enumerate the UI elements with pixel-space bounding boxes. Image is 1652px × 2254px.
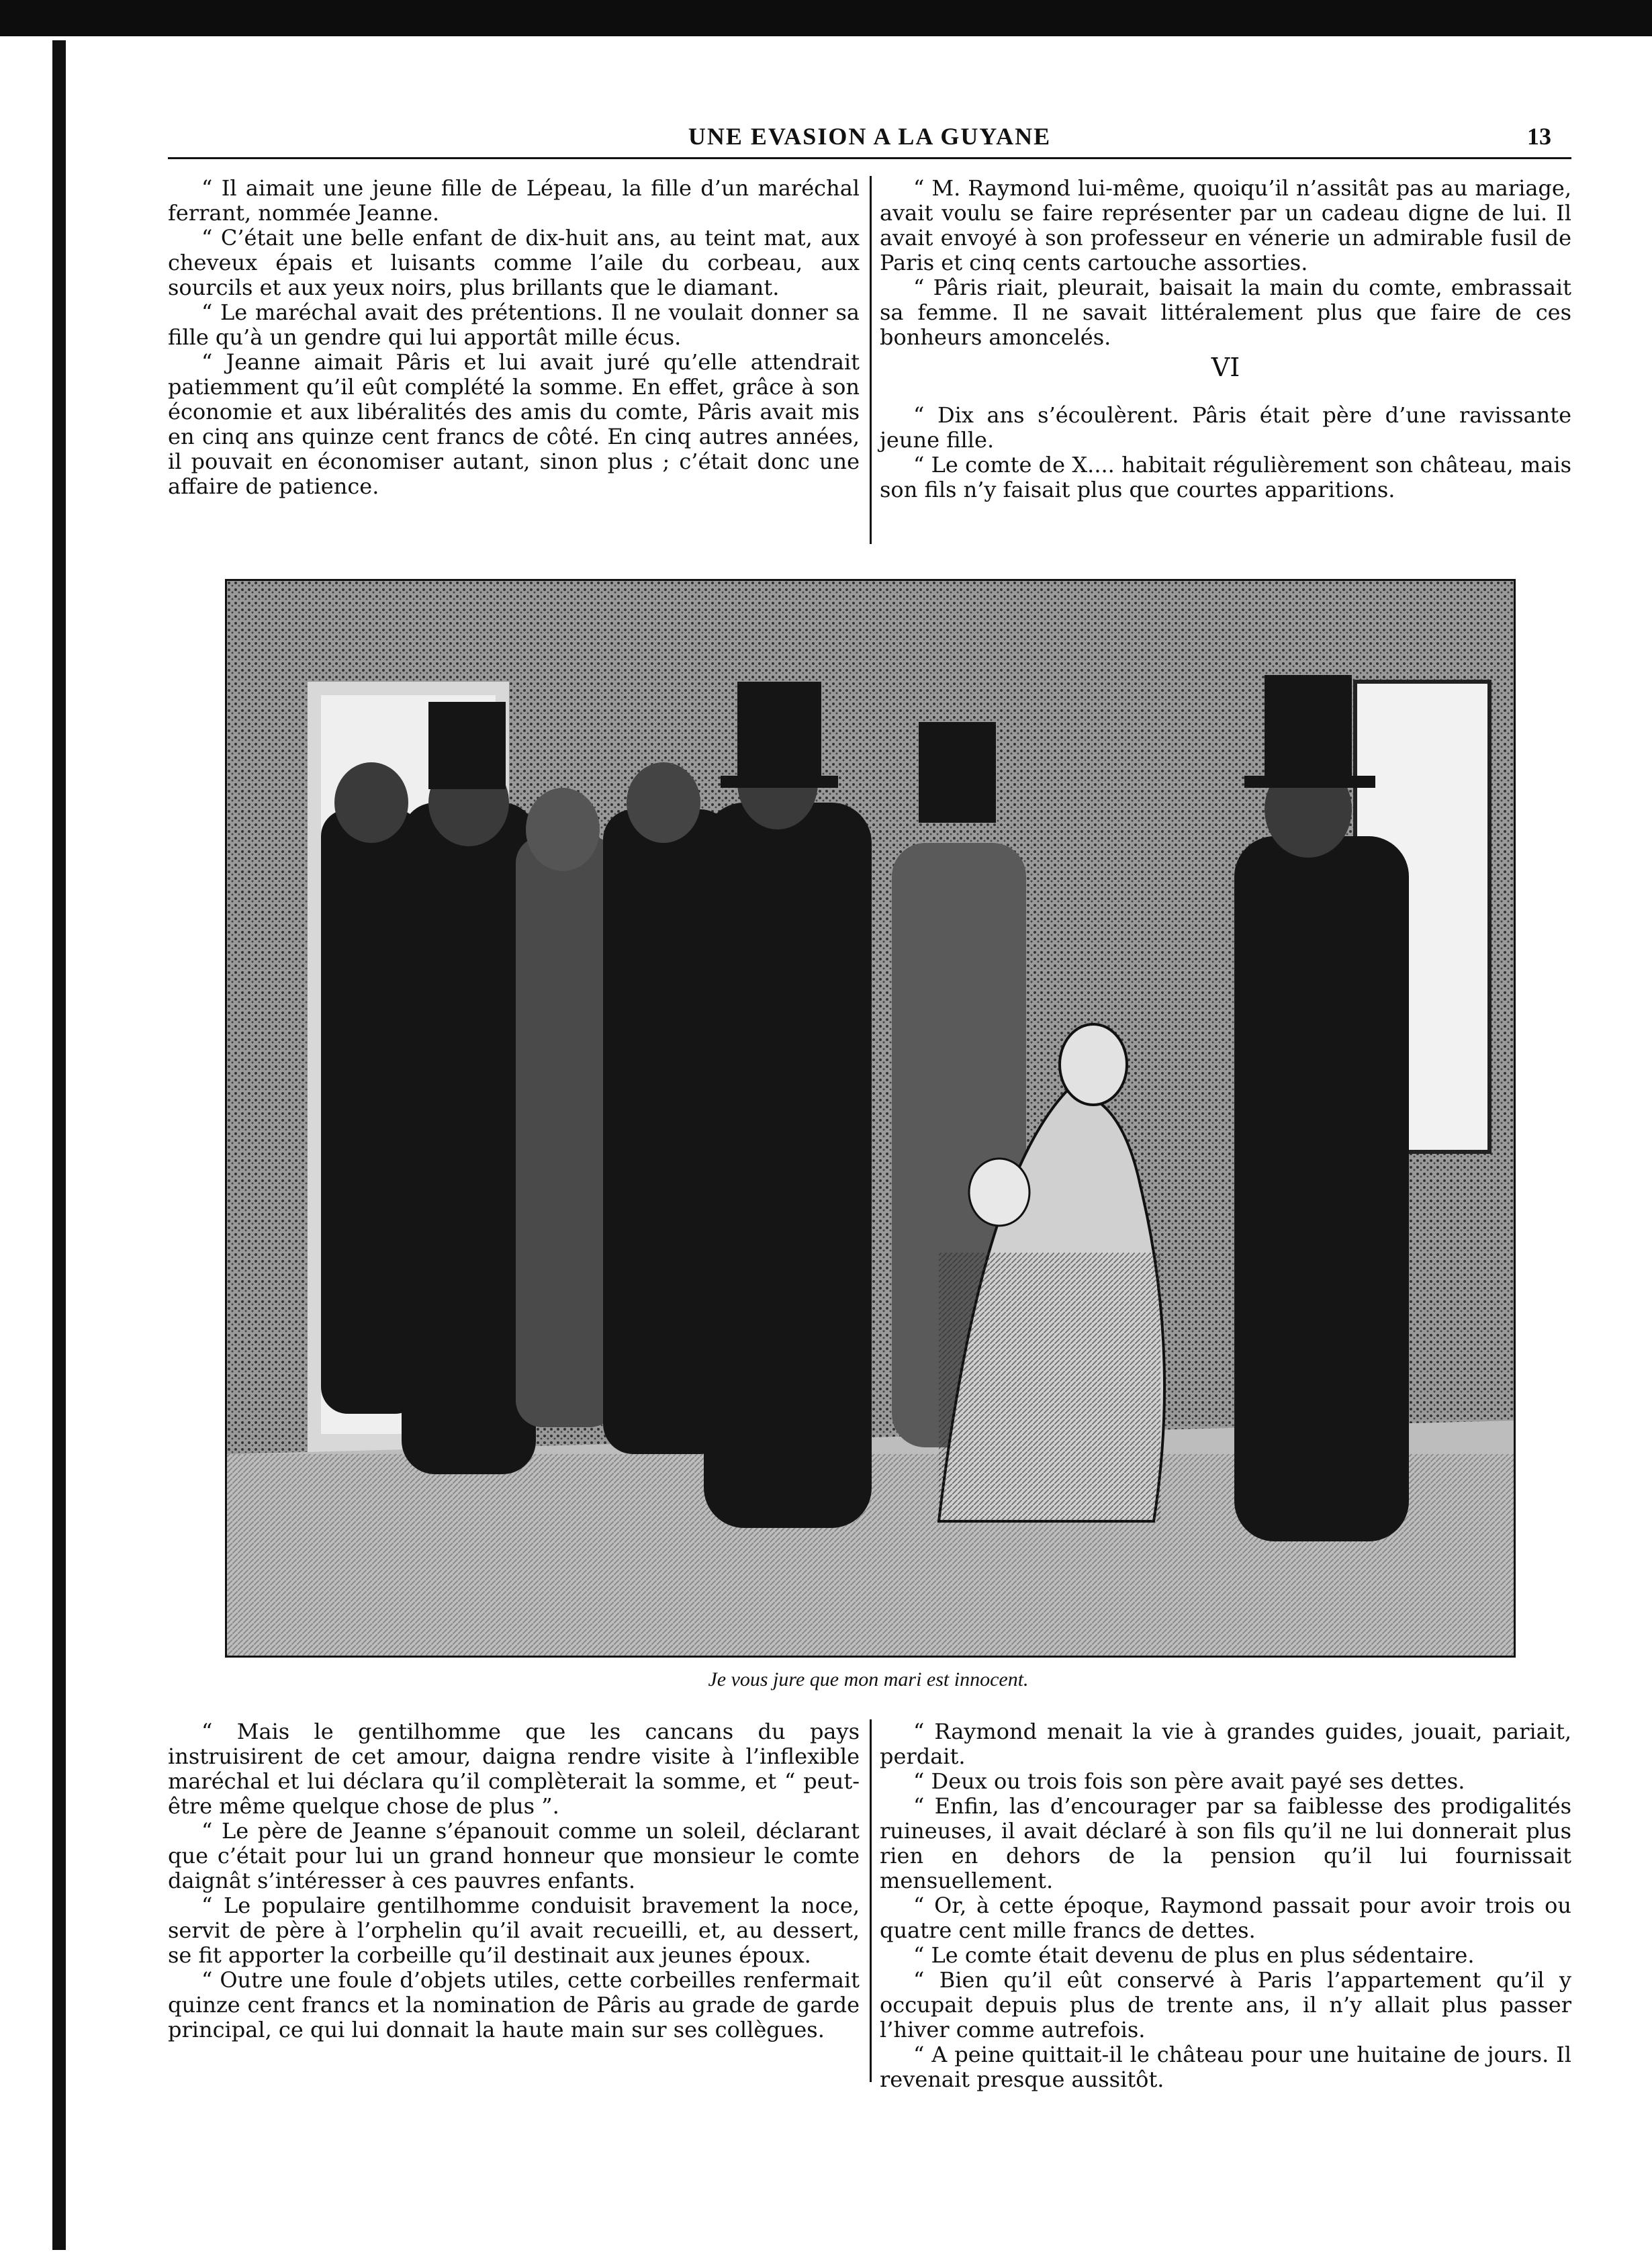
paragraph: “ C’était une belle enfant de dix-huit ans, au teint mat, aux cheveux épais et luisants comme l’aile du corbeau, aux sourcils et aux yeux noirs, plus brillants que le diamant.	[168, 225, 860, 300]
paragraph: “ Jeanne aimait Pâris et lui avait juré qu’elle attendrait patiemment qu’il eût complété la somme. En effet, grâce à son économie et aux libéralités des amis du comte, Pâris avait mis en cinq ans quinze cent francs de côté. En cinq autres années, il pouvait en économiser autant, sinon plus ; c’était donc une affaire de patience.	[168, 349, 860, 499]
paragraph: “ Il aimait une jeune fille de Lépeau, la fille d’un maréchal ferrant, nommée Jeanne.	[168, 175, 860, 226]
paragraph: “ Bien qu’il eût conservé à Paris l’appartement qu’il y occupait depuis plus de trente ans, il n’y allait plus passer l’hiver comme autrefois.	[880, 1967, 1571, 2042]
top-right-column	[880, 176, 1571, 502]
paragraph: “ Deux ou trois fois son père avait payé ses dettes.	[913, 1768, 1465, 1794]
scan-top-border	[0, 0, 1652, 36]
paragraph: “ Le populaire gentilhomme conduisit bravement la noce, servit de père à l’orphelin qu’il avait recueilli, et, au dessert, se fit apporter la corbeille qu’il destinait aux jeunes époux.	[168, 1893, 860, 1968]
section-heading: VI	[1211, 353, 1240, 382]
scan-left-border	[52, 40, 66, 2250]
engraving-illustration	[225, 579, 1516, 1658]
engraving-scene-image	[227, 581, 1514, 1656]
bottom-left-column	[168, 1719, 860, 2042]
column-rule-top	[870, 176, 872, 544]
paragraph: “ Dix ans s’écoulèrent. Pâris était père d’une ravissante jeune fille.	[880, 402, 1571, 453]
paragraph: “ M. Raymond lui-même, quoiqu’il n’assitât pas au mariage, avait voulu se faire représenter par un cadeau digne de lui. Il avait envoyé à son professeur en vénerie un admirable fusil de Paris et cinq cents cartouche assorties.	[880, 175, 1571, 275]
paragraph: “ Le comte était devenu de plus en plus sédentaire.	[913, 1942, 1475, 1968]
page-number: 13	[1527, 123, 1551, 150]
top-left-column	[168, 176, 860, 499]
paragraph: “ A peine quittait-il le château pour une huitaine de jours. Il revenait presque aussitôt.	[880, 2042, 1571, 2092]
column-rule-bottom	[870, 1719, 872, 2082]
illustration-caption: Je vous jure que mon mari est innocent.	[708, 1668, 1029, 1690]
bottom-right-column	[880, 1719, 1571, 2092]
paragraph: “ Le comte de X.... habitait régulièrement son château, mais son fils n’y faisait plus que courtes apparitions.	[880, 452, 1571, 502]
paragraph: “ Le maréchal avait des prétentions. Il ne voulait donner sa fille qu’à un gendre qui lui apportât mille écus.	[168, 300, 860, 350]
running-title: UNE EVASION A LA GUYANE	[688, 123, 1052, 150]
paragraph: “ Outre une foule d’objets utiles, cette corbeilles renfermait quinze cent francs et la nomination de Pâris au grade de garde principal, ce qui lui donnait la haute main sur ses collègues.	[168, 1967, 860, 2042]
paragraph: “ Or, à cette époque, Raymond passait pour avoir trois ou quatre cent mille francs de dettes.	[880, 1893, 1571, 1943]
paragraph: “ Enfin, las d’encourager par sa faiblesse des prodigalités ruineuses, il avait déclaré à son fils qu’il ne lui donnerait plus rien en dehors de la pension qu’il lui fournissait mensuellement.	[880, 1793, 1571, 1893]
paragraph: “ Pâris riait, pleurait, baisait la main du comte, embrassait sa femme. Il ne savait littéralement plus que faire de ces bonheurs amoncelés.	[880, 275, 1571, 350]
paragraph: “ Mais le gentilhomme que les cancans du pays instruisirent de cet amour, daigna rendre visite à l’inflexible maréchal et lui déclara qu’il complèterait la somme, et “ peut-être même quelque chose de plus ”.	[168, 1719, 860, 1819]
paragraph: “ Le père de Jeanne s’épanouit comme un soleil, déclarant que c’était pour lui un grand honneur que monsieur le comte daignât s’intéresser à ces pauvres enfants.	[168, 1818, 860, 1893]
paragraph: “ Raymond menait la vie à grandes guides, jouait, pariait, perdait.	[880, 1719, 1571, 1769]
running-header	[168, 122, 1571, 159]
